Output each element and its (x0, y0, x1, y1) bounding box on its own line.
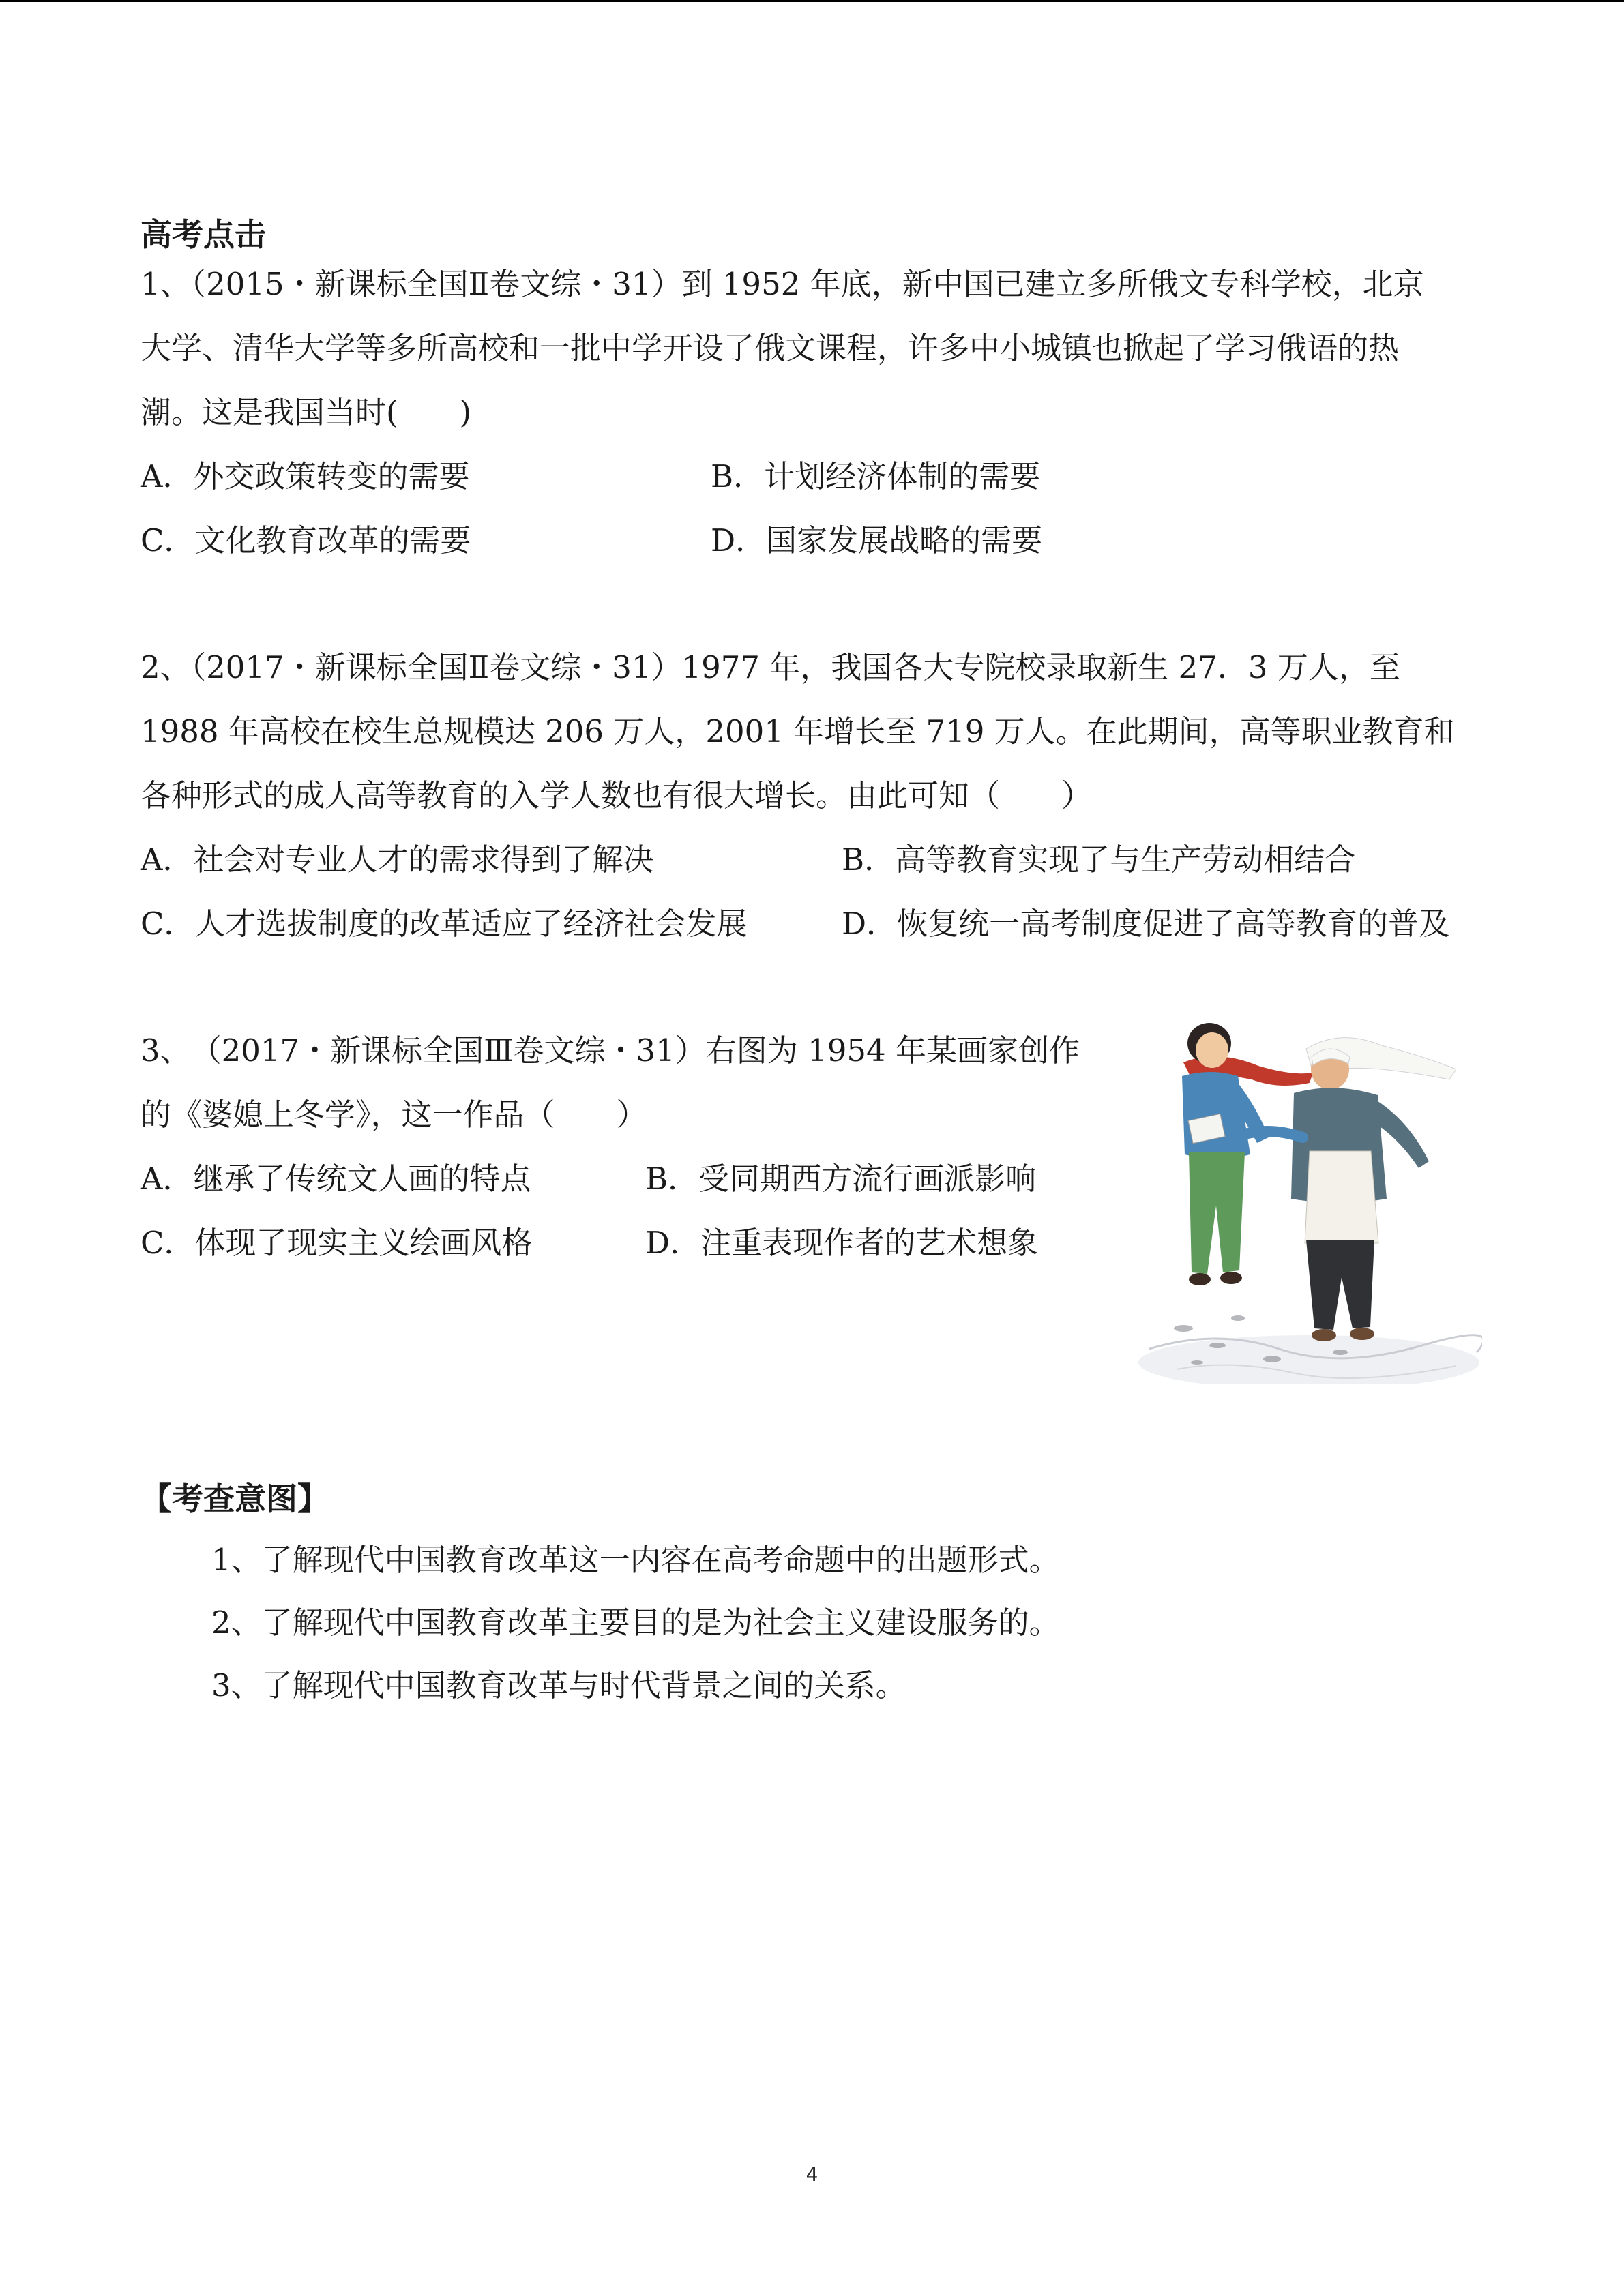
question-3 (141, 1019, 1164, 1275)
question-stem-line: 1988 年高校在校生总规模达 206 万人，2001 年增长至 719 万人。在此期间，高等职业教育和 (141, 713, 1455, 749)
option-d: D．国家发展战略的需要 (711, 522, 1043, 558)
option-c: C．人才选拔制度的改革适应了经济社会发展 (141, 906, 748, 942)
option-c: C．文化教育改革的需要 (141, 522, 471, 558)
question-1 (141, 252, 1491, 573)
intent-title: 【考查意图】 (141, 1480, 329, 1517)
painting-illustration (1136, 1008, 1482, 1384)
intent-item: 2、了解现代中国教育改革主要目的是为社会主义建设服务的。 (211, 1605, 1060, 1641)
older-woman-figure (1291, 1038, 1456, 1341)
question-stem-line: 大学、清华大学等多所高校和一批中学开设了俄文课程，许多中小城镇也掀起了学习俄语的热 (141, 330, 1400, 366)
options-row (141, 1147, 1164, 1211)
page-number: 4 (806, 2163, 818, 2186)
question-2 (141, 636, 1505, 956)
option-a: A．继承了传统文人画的特点 (141, 1161, 531, 1197)
option-b: B．受同期西方流行画派影响 (645, 1161, 1037, 1197)
option-b: B．计划经济体制的需要 (711, 458, 1041, 494)
question-stem-line: 各种形式的成人高等教育的入学人数也有很大增长。由此可知（ ） (141, 777, 1093, 814)
section-title: 高考点击 (141, 216, 266, 253)
option-d: D．恢复统一高考制度促进了高等教育的普及 (842, 906, 1450, 942)
option-b: B．高等教育实现了与生产劳动相结合 (842, 841, 1356, 878)
question-stem-line: 2、（2017・新课标全国Ⅱ卷文综・31）1977 年，我国各大专院校录取新生 27．3 万人，至 (141, 649, 1400, 685)
options-row (141, 828, 1505, 892)
question-stem-line: 的《婆媳上冬学》，这一作品（ ） (141, 1097, 647, 1133)
options-row (141, 509, 1491, 573)
page-top-border (0, 0, 1624, 2)
intent-list (211, 1529, 1060, 1717)
option-d: D．注重表现作者的艺术想象 (645, 1225, 1039, 1261)
question-stem-line: 3、 （2017・新课标全国Ⅲ卷文综・31）右图为 1954 年某画家创作 (141, 1032, 1080, 1069)
option-c: C．体现了现实主义绘画风格 (141, 1225, 533, 1261)
question-stem-line: 潮。这是我国当时( ) (141, 394, 472, 430)
intent-item: 1、了解现代中国教育改革这一内容在高考命题中的出题形式。 (211, 1542, 1060, 1578)
intent-item: 3、了解现代中国教育改革与时代背景之间的关系。 (211, 1667, 906, 1703)
option-a: A．外交政策转变的需要 (141, 458, 470, 494)
options-row (141, 445, 1491, 509)
option-a: A．社会对专业人才的需求得到了解决 (141, 841, 654, 878)
options-row (141, 892, 1505, 956)
options-row (141, 1211, 1164, 1275)
question-stem-line: 1、（2015・新课标全国Ⅱ卷文综・31）到 1952 年底，新中国已建立多所俄文专科学校，北京 (141, 266, 1424, 302)
